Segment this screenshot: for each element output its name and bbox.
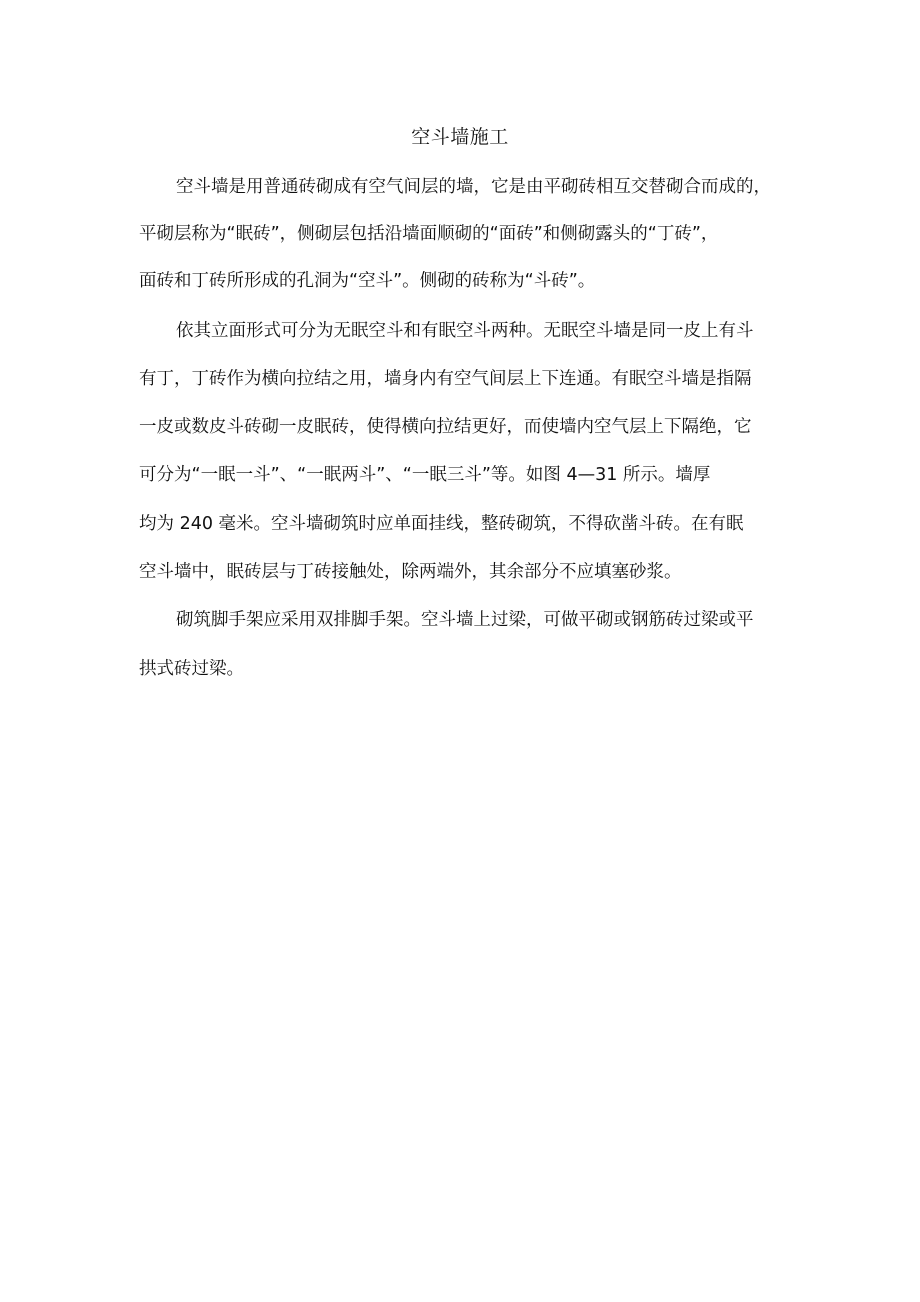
paragraph-line: 拱式砖过梁。 <box>139 659 244 679</box>
document-title: 空斗墙施工 <box>411 126 509 148</box>
paragraph-line: 平砌层称为“眠砖”，侧砌层包括沿墙面顺砌的“面砖”和侧砌露头的“丁砖”， <box>139 224 719 244</box>
paragraph-line: 砌筑脚手架应采用双排脚手架。空斗墙上过梁，可做平砌或钢筋砖过梁或平 <box>176 610 754 630</box>
paragraph-line: 面砖和丁砖所形成的孔洞为“空斗”。侧砌的砖称为“斗砖”。 <box>139 271 596 291</box>
paragraph-line: 均为 240 毫米。空斗墙砌筑时应单面挂线，整砖砌筑，不得砍凿斗砖。在有眠 <box>139 514 744 534</box>
paragraph-line: 有丁，丁砖作为横向拉结之用，墙身内有空气间层上下连通。有眠空斗墙是指隔 <box>139 369 752 389</box>
paragraph-line: 可分为“一眠一斗”、“一眠两斗”、“一眠三斗”等。如图 4—31 所示。墙厚 <box>139 465 711 485</box>
paragraph-line: 空斗墙中，眠砖层与丁砖接触处，除两端外，其余部分不应填塞砂浆。 <box>139 562 682 582</box>
paragraph-line: 空斗墙是用普通砖砌成有空气间层的墙，它是由平砌砖相互交替砌合而成的， <box>176 177 771 197</box>
paragraph-line: 依其立面形式可分为无眠空斗和有眠空斗两种。无眠空斗墙是同一皮上有斗 <box>176 321 754 341</box>
paragraph-line: 一皮或数皮斗砖砌一皮眠砖，使得横向拉结更好，而使墙内空气层上下隔绝，它 <box>139 417 752 437</box>
